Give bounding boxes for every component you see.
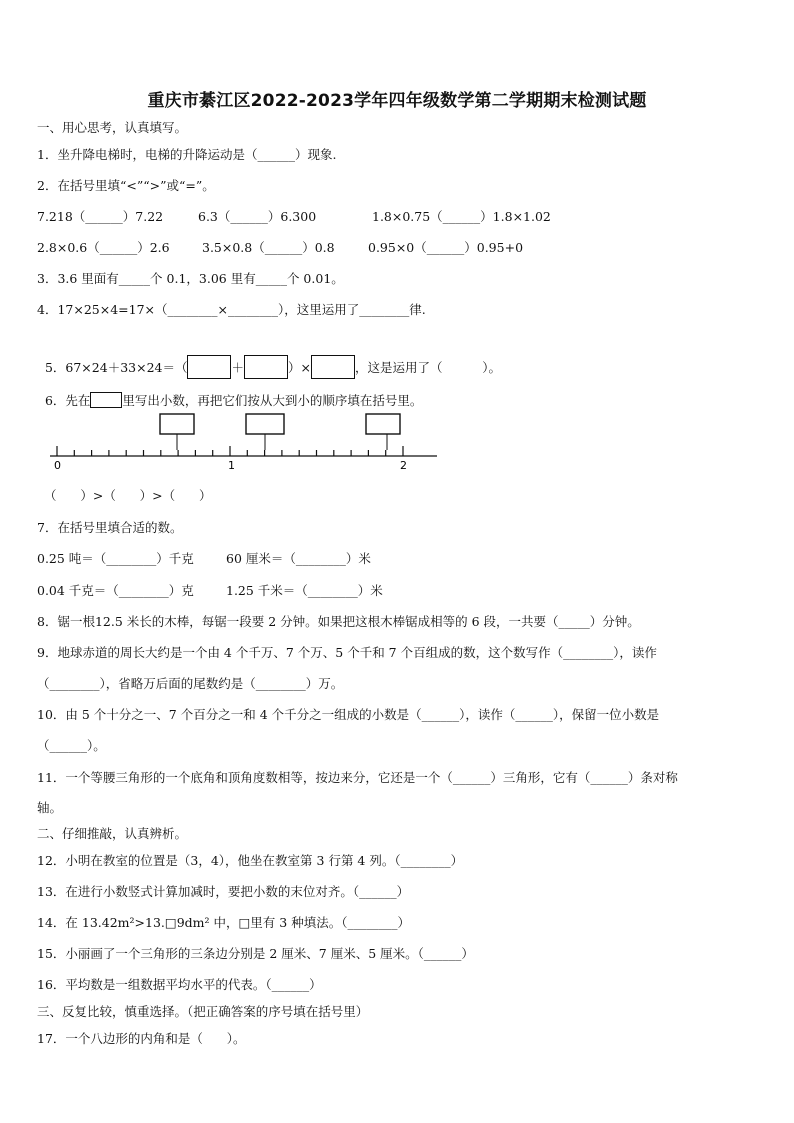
question-2-item-d: 2.8×0.6（______）2.6 — [37, 240, 170, 255]
tick-label-0: 0 — [54, 459, 61, 472]
question-11-line-2: 轴。 — [37, 800, 63, 815]
question-2-item-b: 6.3（______）6.300 — [198, 209, 317, 224]
question-12: 12．小明在教室的位置是（3，4），他坐在教室第 3 行第 4 列。（________） — [37, 853, 464, 868]
question-6-order: （ ）>（ ）>（ ） — [44, 488, 212, 503]
question-2-item-c: 1.8×0.75（______）1.8×1.02 — [372, 209, 551, 224]
question-16: 16．平均数是一组数据平均水平的代表。（______） — [37, 977, 322, 992]
question-6-prefix: 6．先在 — [44, 393, 91, 408]
question-5-suffix: ，这是运用了（ ）。 — [354, 360, 501, 375]
question-9-line-2: （________），省略万后面的尾数约是（________）万。 — [37, 676, 344, 691]
question-17: 17．一个八边形的内角和是（ ）。 — [37, 1031, 246, 1046]
question-2-item-e: 3.5×0.8（______）0.8 — [202, 240, 335, 255]
question-7-item-d: 1.25 千米＝（________）米 — [226, 583, 383, 598]
section-3-heading: 三、反复比较，慎重选择。（把正确答案的序号填在括号里） — [37, 1004, 369, 1019]
tick-label-1: 1 — [228, 459, 235, 472]
question-14: 14．在 13.42m²>13.□9dm² 中，□里有 3 种填法。（________） — [37, 915, 410, 930]
question-11-line-1: 11．一个等腰三角形的一个底角和顶角度数相等，按边来分，它还是一个（______）三角形，它有（______）条对称 — [37, 770, 678, 785]
page-title: 重庆市綦江区2022-2023学年四年级数学第二学期期末检测试题 — [147, 91, 647, 111]
question-7: 7．在括号里填合适的数。 — [37, 520, 183, 535]
section-2-heading: 二、仔细推敲，认真辨析。 — [37, 826, 188, 841]
question-1: 1．坐升降电梯时，电梯的升降运动是（______）现象. — [37, 147, 337, 162]
question-7-item-a: 0.25 吨＝（________）千克 — [37, 551, 194, 566]
question-2: 2．在括号里填“<”“>”或“=”。 — [37, 178, 215, 193]
number-line-box-2[interactable] — [246, 414, 284, 434]
question-3: 3．3.6 里面有_____个 0.1，3.06 里有_____个 0.01。 — [37, 271, 344, 286]
question-10-line-2: （______）。 — [37, 738, 106, 753]
number-line-box-1[interactable] — [160, 414, 194, 434]
question-6-suffix: 里写出小数，再把它们按从大到小的顺序填在括号里。 — [122, 393, 423, 408]
section-1-heading: 一、用心思考，认真填写。 — [37, 120, 188, 135]
plus-sign: ＋ — [231, 360, 244, 375]
question-2-item-a: 7.218（______）7.22 — [37, 209, 164, 224]
question-2-item-f: 0.95×0（______）0.95+0 — [368, 240, 524, 255]
question-13: 13．在进行小数竖式计算加减时，要把小数的末位对齐。（______） — [37, 884, 410, 899]
tick-label-2: 2 — [400, 459, 407, 472]
number-line-box-3[interactable] — [366, 414, 400, 434]
question-7-item-b: 60 厘米＝（________）米 — [226, 551, 371, 566]
question-4: 4．17×25×4=17×（________×________），这里运用了________律. — [37, 302, 426, 317]
question-7-item-c: 0.04 千克＝（________）克 — [37, 583, 194, 598]
question-5-prefix: 5．67×24＋33×24＝（ — [44, 360, 188, 375]
question-15: 15．小丽画了一个三角形的三条边分别是 2 厘米、7 厘米、5 厘米。（______） — [37, 946, 474, 961]
question-9-line-1: 9．地球赤道的周长大约是一个由 4 个千万、7 个万、5 个千和 7 个百组成的数，这个数写作（________），读作 — [37, 645, 657, 660]
question-10-line-1: 10．由 5 个十分之一、7 个百分之一和 4 个千分之一组成的小数是（______），读作（______），保留一位小数是 — [37, 707, 660, 722]
times-sign: ）× — [288, 360, 311, 375]
question-8: 8．锯一根12.5 米长的木棒，每锯一段要 2 分钟。如果把这根木棒锯成相等的 6 段，一共要（_____）分钟。 — [37, 614, 640, 629]
